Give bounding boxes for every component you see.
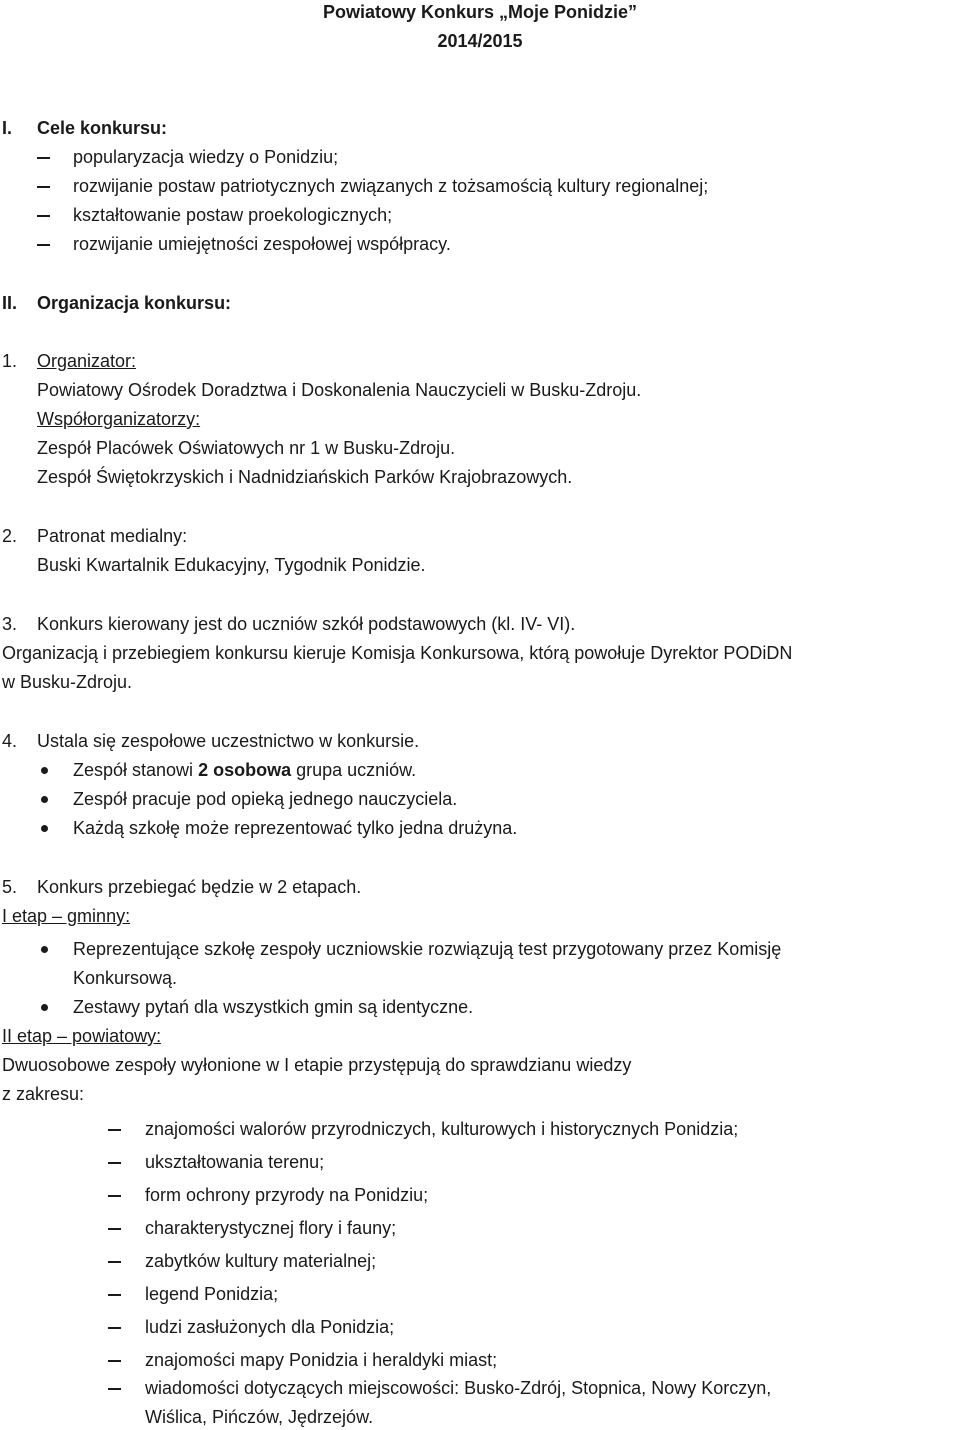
stage-1-item: Reprezentujące szkołę zespoły uczniowskie rozwiązują test przygotowany przez Komisję	[73, 939, 782, 959]
stage-1-item-cont: Konkursową.	[73, 968, 178, 988]
point-3-text: Konkurs kierowany jest do uczniów szkół podstawowych (kl. IV- VI).	[37, 614, 576, 634]
bullet-item: Zespół pracuje pod opieką jednego nauczyciela.	[73, 789, 458, 809]
topic-item: zabytków kultury materialnej;	[145, 1251, 377, 1271]
bullet-icon	[41, 796, 48, 803]
point-4-text: Ustala się zespołowe uczestnictwo w konkursie.	[37, 731, 420, 751]
goal-item: rozwijanie umiejętności zespołowej współpracy.	[73, 234, 451, 254]
team-size-post: grupa uczniów.	[291, 760, 417, 780]
team-size-item	[73, 759, 416, 781]
stage-2-text-cont: z zakresu:	[2, 1084, 85, 1104]
point-3-line-3: w Busku-Zdroju.	[2, 672, 133, 692]
goal-item: kształtowanie postaw proekologicznych;	[73, 205, 393, 225]
point-5-text: Konkurs przebiegać będzie w 2 etapach.	[37, 877, 362, 897]
dash-bullet-icon	[108, 1360, 121, 1362]
dash-bullet-icon	[37, 157, 50, 159]
point-5-number: 5.	[2, 877, 18, 897]
topic-item: wiadomości dotyczących miejscowości: Busko-Zdrój, Stopnica, Nowy Korczyn,	[145, 1378, 772, 1398]
topic-item: ludzi zasłużonych dla Ponidzia;	[145, 1317, 395, 1337]
bullet-item: Każdą szkołę może reprezentować tylko jedna drużyna.	[73, 818, 518, 838]
point-3-number: 3.	[2, 614, 18, 634]
media-patron-label: Patronat medialny:	[37, 526, 188, 546]
section-2-number: II.	[2, 293, 18, 313]
dash-bullet-icon	[37, 186, 50, 188]
stage-2-label: II etap – powiatowy:	[2, 1026, 162, 1046]
dash-bullet-icon	[108, 1261, 121, 1263]
stage-1-label: I etap – gminny:	[2, 906, 131, 926]
organizer-label: Organizator:	[37, 351, 137, 371]
topic-item: znajomości mapy Ponidzia i heraldyki miast;	[145, 1350, 498, 1370]
coorganizers-label: Współorganizatorzy:	[37, 409, 201, 429]
dash-bullet-icon	[108, 1162, 121, 1164]
topic-item: form ochrony przyrody na Ponidziu;	[145, 1185, 429, 1205]
topic-item: legend Ponidzia;	[145, 1284, 279, 1304]
document-year: 2014/2015	[437, 31, 523, 51]
topic-item-cont: Wiślica, Pińczów, Jędrzejów.	[145, 1407, 374, 1427]
dash-bullet-icon	[108, 1228, 121, 1230]
organizer-text: Powiatowy Ośrodek Doradztwa i Doskonalenia Nauczycieli w Busku-Zdroju.	[37, 380, 642, 400]
goal-item: popularyzacja wiedzy o Ponidziu;	[73, 147, 339, 167]
section-1-heading: Cele konkursu:	[37, 118, 168, 138]
section-2-heading: Organizacja konkursu:	[37, 293, 232, 313]
dash-bullet-icon	[108, 1129, 121, 1131]
dash-bullet-icon	[37, 244, 50, 246]
point-2-number: 2.	[2, 526, 18, 546]
dash-bullet-icon	[108, 1388, 121, 1390]
point-3-line-2: Organizacją i przebiegiem konkursu kieruje Komisja Konkursowa, którą powołuje Dyrektor PODiDN	[2, 643, 793, 663]
coorganizer-text: Zespół Placówek Oświatowych nr 1 w Busku-Zdroju.	[37, 438, 456, 458]
stage-1-item: Zestawy pytań dla wszystkich gmin są identyczne.	[73, 997, 474, 1017]
bullet-icon	[41, 767, 48, 774]
dash-bullet-icon	[37, 215, 50, 217]
bullet-icon	[41, 825, 48, 832]
bullet-icon	[41, 946, 48, 953]
bullet-icon	[41, 1004, 48, 1011]
stage-2-text: Dwuosobowe zespoły wyłonione w I etapie przystępują do sprawdzianu wiedzy	[2, 1055, 632, 1075]
document-title: Powiatowy Konkurs „Moje Ponidzie”	[322, 2, 638, 22]
dash-bullet-icon	[108, 1327, 121, 1329]
dash-bullet-icon	[108, 1294, 121, 1296]
team-size-bold: 2 osobowa	[198, 760, 292, 780]
point-1-number: 1.	[2, 351, 18, 371]
dash-bullet-icon	[108, 1195, 121, 1197]
media-patron-text: Buski Kwartalnik Edukacyjny, Tygodnik Ponidzie.	[37, 555, 426, 575]
point-4-number: 4.	[2, 731, 18, 751]
goal-item: rozwijanie postaw patriotycznych związanych z tożsamością kultury regionalnej;	[73, 176, 709, 196]
topic-item: ukształtowania terenu;	[145, 1152, 325, 1172]
team-size-pre: Zespół stanowi	[73, 760, 199, 780]
topic-item: znajomości walorów przyrodniczych, kulturowych i historycznych Ponidzia;	[145, 1119, 739, 1139]
coorganizer-text: Zespół Świętokrzyskich i Nadnidziańskich Parków Krajobrazowych.	[37, 467, 573, 487]
topic-item: charakterystycznej flory i fauny;	[145, 1218, 397, 1238]
section-1-number: I.	[2, 118, 13, 138]
